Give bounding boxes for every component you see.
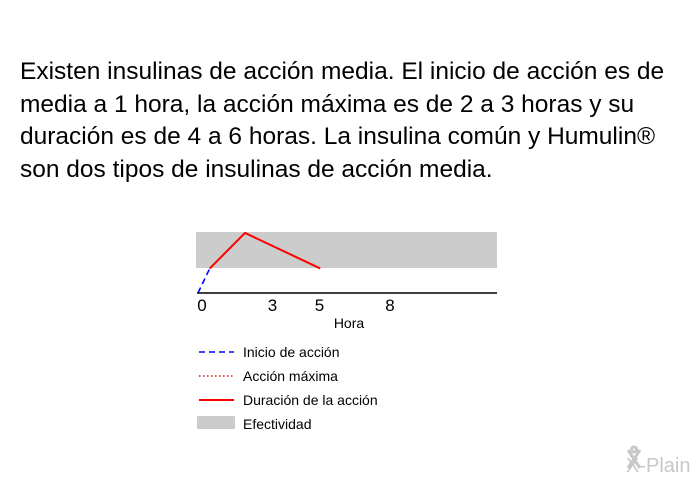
xplain-logo — [626, 447, 690, 477]
legend-label: Acción máxima — [243, 368, 338, 384]
x-tick-label: 3 — [267, 296, 278, 315]
legend-label: Inicio de acción — [243, 344, 340, 360]
legend-label: Duración de la acción — [243, 392, 378, 408]
x-axis-label: Hora — [333, 315, 365, 331]
xplain-logo-text: X-Plain — [626, 455, 691, 477]
legend-label: Efectividad — [243, 416, 312, 432]
legend-swatch — [197, 416, 235, 429]
x-ticks — [197, 296, 394, 315]
x-tick-label: 0 — [197, 296, 207, 315]
series-line-1 — [198, 268, 210, 293]
x-tick-label: 5 — [314, 296, 325, 315]
description-paragraph: Existen insulinas de acción media. El inicio de acción es de media a 1 hora, la acción máxima es de 2 a 3 horas y su duración es de 4 a 6 horas. La insulina común y Humulin® son dos tipos de insulinas de acción media. — [20, 58, 665, 183]
legend — [197, 344, 378, 432]
x-tick-label: 8 — [385, 296, 395, 315]
